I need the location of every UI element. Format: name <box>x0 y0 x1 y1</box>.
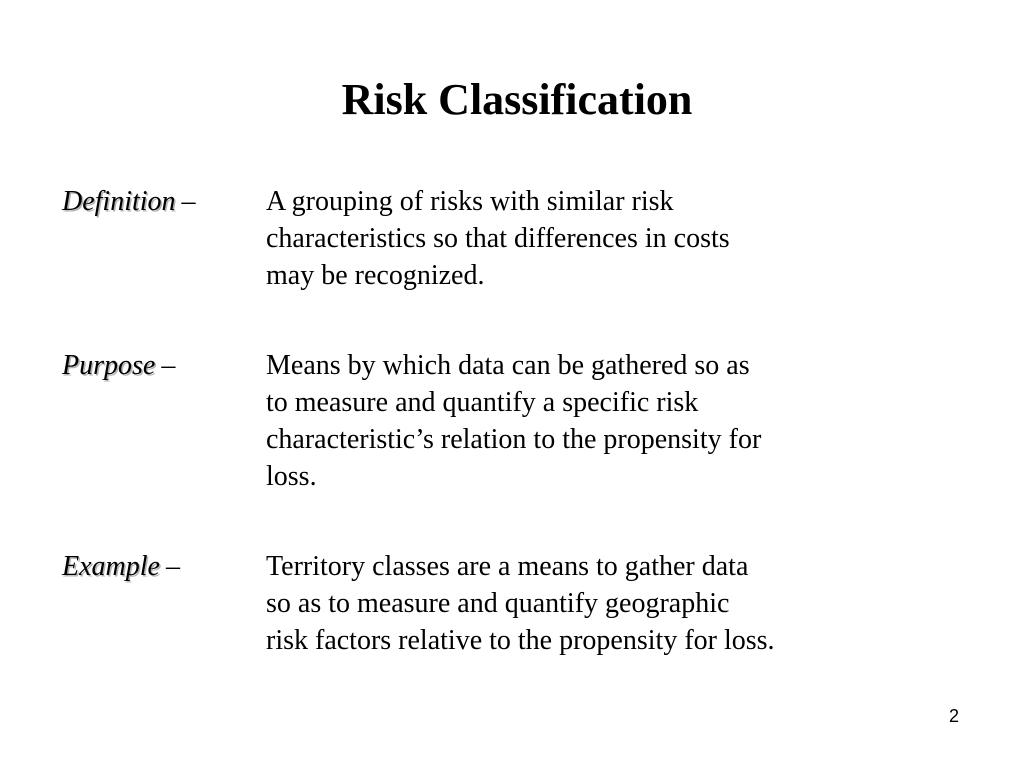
entry-description <box>266 183 886 294</box>
description-line: A grouping of risks with similar risk <box>266 186 674 217</box>
slide-title: Risk Classification <box>341 75 693 124</box>
entry-purpose <box>62 347 962 495</box>
entry-example <box>62 548 962 659</box>
term-label: Example <box>62 551 160 582</box>
term-label: Purpose <box>62 350 156 381</box>
entry-description <box>266 347 886 495</box>
description-line: to measure and quantify a specific risk <box>266 387 699 418</box>
definition-list <box>62 183 962 659</box>
description-line: risk factors relative to the propensity for loss. <box>266 625 775 656</box>
description-line: characteristics so that differences in costs <box>266 223 730 254</box>
term-dash: – <box>181 186 196 217</box>
entry-definition <box>62 183 962 294</box>
term-column <box>62 347 266 384</box>
page-number: 2 <box>949 706 960 726</box>
entry-description <box>266 548 886 659</box>
term-label: Definition <box>62 186 176 217</box>
term-column <box>62 548 266 585</box>
description-line: so as to measure and quantify geographic <box>266 588 730 619</box>
description-line: characteristic’s relation to the propensity for <box>266 424 762 455</box>
description-line: may be recognized. <box>266 260 485 291</box>
term-column <box>62 183 266 220</box>
description-line: Territory classes are a means to gather data <box>266 551 749 582</box>
term-dash: – <box>161 350 176 381</box>
description-line: loss. <box>266 461 317 492</box>
description-line: Means by which data can be gathered so as <box>266 350 750 381</box>
term-dash: – <box>165 551 180 582</box>
